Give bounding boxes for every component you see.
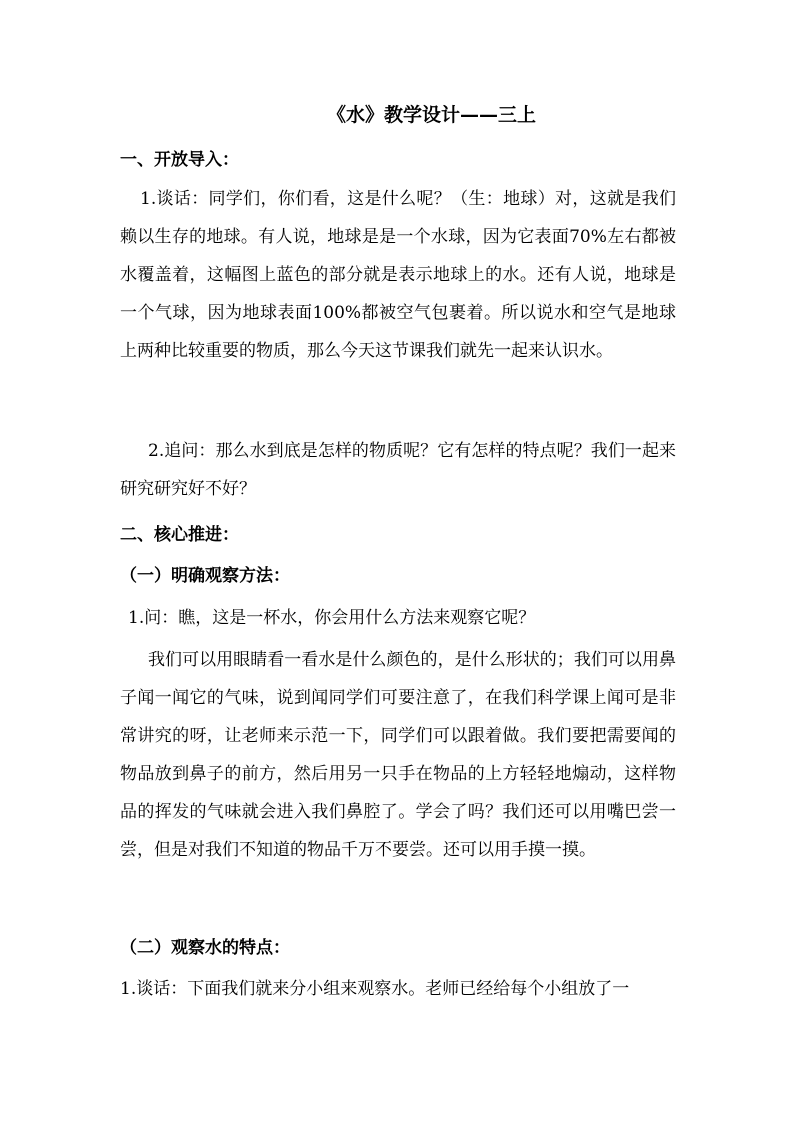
document-title: 《水》教学设计——三上 [327, 104, 537, 126]
paragraph-4: 我们可以用眼睛看一看水是什么颜色的，是什么形状的；我们可以用鼻子闻一闻它的气味，说到闻同学们可要注意了，在我们科学课上闻可是非常讲究的呀，让老师来示范一下，同学们可以跟着做。我们要把需要闻的物品放到鼻子的前方，然后用另一只手在物品的上方轻轻地煽动，这样物品的挥发的气味就会进入我们鼻腔了。学会了吗？我们还可以用嘴巴尝一尝，但是对我们不知道的物品千万不要尝。还可以用手摸一摸。 [120, 650, 676, 860]
paragraph-3: 1.问：瞧，这是一杯水，你会用什么方法来观察它呢？ [128, 608, 536, 628]
paragraph-5: 1.谈话：下面我们就来分小组来观察水。老师已经给每个小组放了一 [120, 979, 630, 999]
subsection-heading-2: （二）观察水的特点： [120, 938, 290, 958]
paragraph-1: 1.谈话：同学们，你们看，这是什么呢？（生：地球）对，这就是我们赖以生存的地球。有人说，地球是是一个水球，因为它表面70%左右都被水覆盖着，这幅图上蓝色的部分就是表示地球上的水。还有人说，地球是一个气球，因为地球表面100%都被空气包裹着。所以说水和空气是地球上两种比较重要的物质，那么今天这节课我们就先一起来认识水。 [120, 189, 676, 361]
subsection-heading-1: （一）明确观察方法： [120, 566, 290, 586]
section-heading-1: 一、开放导入： [120, 150, 239, 170]
paragraph-2: 2.追问：那么水到底是怎样的物质呢？它有怎样的特点呢？我们一起来研究研究好不好？ [120, 441, 676, 499]
section-heading-2: 二、核心推进： [120, 525, 239, 545]
